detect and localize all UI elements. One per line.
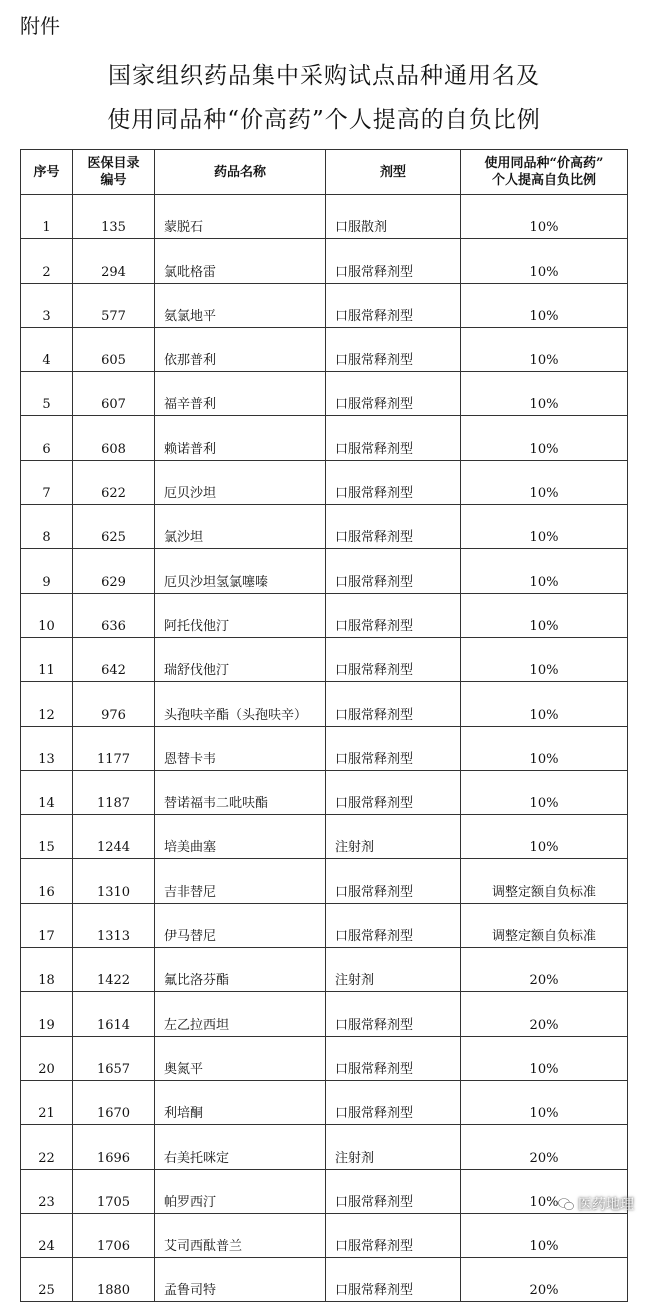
cell-seq: 23 [21, 1169, 73, 1213]
cell-seq: 17 [21, 903, 73, 947]
cell-ratio: 10% [461, 593, 628, 637]
cell-form: 口服常释剂型 [326, 460, 461, 504]
cell-seq: 5 [21, 372, 73, 416]
cell-name: 氯沙坦 [155, 505, 326, 549]
cell-code: 1310 [73, 859, 155, 903]
cell-seq: 24 [21, 1213, 73, 1257]
table-row [21, 903, 628, 947]
cell-name: 头孢呋辛酯（头孢呋辛） [155, 682, 326, 726]
cell-code: 642 [73, 637, 155, 681]
cell-code: 1177 [73, 726, 155, 770]
cell-form: 注射剂 [326, 815, 461, 859]
table-row [21, 1036, 628, 1080]
table-row [21, 948, 628, 992]
cell-code: 1313 [73, 903, 155, 947]
cell-form: 口服常释剂型 [326, 1213, 461, 1257]
table-row [21, 637, 628, 681]
cell-code: 625 [73, 505, 155, 549]
cell-name: 替诺福韦二吡呋酯 [155, 770, 326, 814]
cell-ratio: 调整定额自负标准 [461, 859, 628, 903]
cell-seq: 15 [21, 815, 73, 859]
cell-seq: 1 [21, 195, 73, 239]
cell-seq: 18 [21, 948, 73, 992]
attachment-label: 附件 [20, 14, 60, 38]
cell-ratio: 20% [461, 948, 628, 992]
cell-ratio: 20% [461, 992, 628, 1036]
cell-code: 1657 [73, 1036, 155, 1080]
cell-name: 孟鲁司特 [155, 1258, 326, 1302]
cell-ratio: 20% [461, 1258, 628, 1302]
cell-code: 1670 [73, 1080, 155, 1124]
cell-ratio: 10% [461, 505, 628, 549]
cell-ratio: 10% [461, 416, 628, 460]
table-row [21, 195, 628, 239]
cell-form: 口服常释剂型 [326, 239, 461, 283]
cell-seq: 19 [21, 992, 73, 1036]
cell-ratio: 10% [461, 372, 628, 416]
cell-seq: 7 [21, 460, 73, 504]
cell-code: 622 [73, 460, 155, 504]
cell-form: 口服常释剂型 [326, 992, 461, 1036]
cell-code: 976 [73, 682, 155, 726]
cell-seq: 4 [21, 327, 73, 371]
cell-seq: 22 [21, 1125, 73, 1169]
cell-name: 培美曲塞 [155, 815, 326, 859]
table-row [21, 1125, 628, 1169]
watermark-text: 医药地理 [578, 1197, 634, 1213]
table-row [21, 1169, 628, 1213]
cell-ratio: 10% [461, 682, 628, 726]
cell-form: 口服常释剂型 [326, 903, 461, 947]
cell-code: 1880 [73, 1258, 155, 1302]
cell-ratio: 10% [461, 460, 628, 504]
cell-name: 左乙拉西坦 [155, 992, 326, 1036]
cell-code: 607 [73, 372, 155, 416]
table-row [21, 283, 628, 327]
table-row [21, 726, 628, 770]
table-row [21, 992, 628, 1036]
cell-name: 蒙脱石 [155, 195, 326, 239]
cell-name: 伊马替尼 [155, 903, 326, 947]
cell-form: 口服常释剂型 [326, 327, 461, 371]
cell-ratio: 10% [461, 770, 628, 814]
table-row [21, 460, 628, 504]
cell-code: 629 [73, 549, 155, 593]
cell-ratio: 10% [461, 283, 628, 327]
header-ratio-line2: 个人提高自负比例 [491, 173, 596, 188]
table-row [21, 1080, 628, 1124]
cell-code: 636 [73, 593, 155, 637]
table-row [21, 859, 628, 903]
table-row [21, 682, 628, 726]
cell-ratio: 10% [461, 637, 628, 681]
document-title-line1: 国家组织药品集中采购试点品种通用名及 [108, 63, 540, 89]
cell-name: 厄贝沙坦氢氯噻嗪 [155, 549, 326, 593]
cell-form: 口服常释剂型 [326, 637, 461, 681]
cell-name: 艾司西酞普兰 [155, 1213, 326, 1257]
cell-code: 605 [73, 327, 155, 371]
cell-form: 口服常释剂型 [326, 549, 461, 593]
table-header-row [21, 150, 628, 195]
cell-ratio: 20% [461, 1125, 628, 1169]
table-row [21, 593, 628, 637]
cell-ratio: 10% [461, 239, 628, 283]
cell-form: 口服常释剂型 [326, 770, 461, 814]
cell-form: 口服常释剂型 [326, 726, 461, 770]
cell-ratio: 10% [461, 726, 628, 770]
cell-seq: 20 [21, 1036, 73, 1080]
table-row [21, 416, 628, 460]
cell-form: 口服常释剂型 [326, 505, 461, 549]
cell-ratio: 10% [461, 1213, 628, 1257]
cell-form: 口服常释剂型 [326, 416, 461, 460]
cell-seq: 16 [21, 859, 73, 903]
cell-name: 恩替卡韦 [155, 726, 326, 770]
cell-seq: 11 [21, 637, 73, 681]
cell-seq: 14 [21, 770, 73, 814]
cell-ratio: 10% [461, 815, 628, 859]
cell-code: 135 [73, 195, 155, 239]
cell-ratio: 10% [461, 1169, 628, 1213]
table-row [21, 815, 628, 859]
cell-name: 帕罗西汀 [155, 1169, 326, 1213]
drug-table [20, 149, 628, 1302]
cell-form: 口服常释剂型 [326, 283, 461, 327]
cell-code: 1244 [73, 815, 155, 859]
cell-name: 阿托伐他汀 [155, 593, 326, 637]
table-row [21, 1213, 628, 1257]
header-ratio-line1: 使用同品种“价高药” [484, 156, 604, 171]
cell-code: 1187 [73, 770, 155, 814]
table-row [21, 372, 628, 416]
cell-code: 1705 [73, 1169, 155, 1213]
cell-name: 赖诺普利 [155, 416, 326, 460]
table-row [21, 1258, 628, 1302]
header-seq: 序号 [21, 150, 73, 195]
cell-name: 右美托咪定 [155, 1125, 326, 1169]
cell-code: 577 [73, 283, 155, 327]
cell-name: 氯吡格雷 [155, 239, 326, 283]
header-ratio [461, 150, 628, 195]
cell-name: 厄贝沙坦 [155, 460, 326, 504]
header-name: 药品名称 [155, 150, 326, 195]
cell-ratio: 调整定额自负标准 [461, 903, 628, 947]
cell-seq: 8 [21, 505, 73, 549]
cell-seq: 9 [21, 549, 73, 593]
cell-ratio: 10% [461, 549, 628, 593]
table-row [21, 505, 628, 549]
wechat-icon [558, 1197, 574, 1211]
watermark [558, 1194, 634, 1214]
header-code [73, 150, 155, 195]
cell-name: 利培酮 [155, 1080, 326, 1124]
cell-ratio: 10% [461, 1080, 628, 1124]
cell-form: 口服常释剂型 [326, 593, 461, 637]
cell-code: 1422 [73, 948, 155, 992]
cell-form: 口服常释剂型 [326, 859, 461, 903]
document-title-line2: 使用同品种“价高药”个人提高的自负比例 [107, 107, 541, 133]
cell-seq: 6 [21, 416, 73, 460]
table-row [21, 239, 628, 283]
cell-seq: 12 [21, 682, 73, 726]
cell-form: 口服散剂 [326, 195, 461, 239]
cell-name: 瑞舒伐他汀 [155, 637, 326, 681]
cell-code: 294 [73, 239, 155, 283]
table-row [21, 549, 628, 593]
cell-name: 奥氮平 [155, 1036, 326, 1080]
cell-seq: 10 [21, 593, 73, 637]
cell-form: 口服常释剂型 [326, 1169, 461, 1213]
cell-name: 吉非替尼 [155, 859, 326, 903]
cell-seq: 13 [21, 726, 73, 770]
cell-seq: 25 [21, 1258, 73, 1302]
cell-seq: 21 [21, 1080, 73, 1124]
table-row [21, 770, 628, 814]
cell-code: 1696 [73, 1125, 155, 1169]
header-form: 剂型 [326, 150, 461, 195]
cell-code: 608 [73, 416, 155, 460]
cell-form: 注射剂 [326, 948, 461, 992]
cell-form: 口服常释剂型 [326, 1080, 461, 1124]
cell-form: 口服常释剂型 [326, 1036, 461, 1080]
cell-name: 福辛普利 [155, 372, 326, 416]
table-row [21, 327, 628, 371]
cell-name: 氨氯地平 [155, 283, 326, 327]
header-code-line2: 编号 [100, 173, 127, 188]
cell-name: 依那普利 [155, 327, 326, 371]
cell-ratio: 10% [461, 327, 628, 371]
cell-ratio: 10% [461, 195, 628, 239]
cell-code: 1614 [73, 992, 155, 1036]
cell-code: 1706 [73, 1213, 155, 1257]
cell-ratio: 10% [461, 1036, 628, 1080]
header-code-line1: 医保目录 [87, 156, 140, 171]
cell-form: 注射剂 [326, 1125, 461, 1169]
cell-form: 口服常释剂型 [326, 1258, 461, 1302]
cell-name: 氟比洛芬酯 [155, 948, 326, 992]
cell-seq: 2 [21, 239, 73, 283]
cell-form: 口服常释剂型 [326, 682, 461, 726]
cell-form: 口服常释剂型 [326, 372, 461, 416]
cell-seq: 3 [21, 283, 73, 327]
